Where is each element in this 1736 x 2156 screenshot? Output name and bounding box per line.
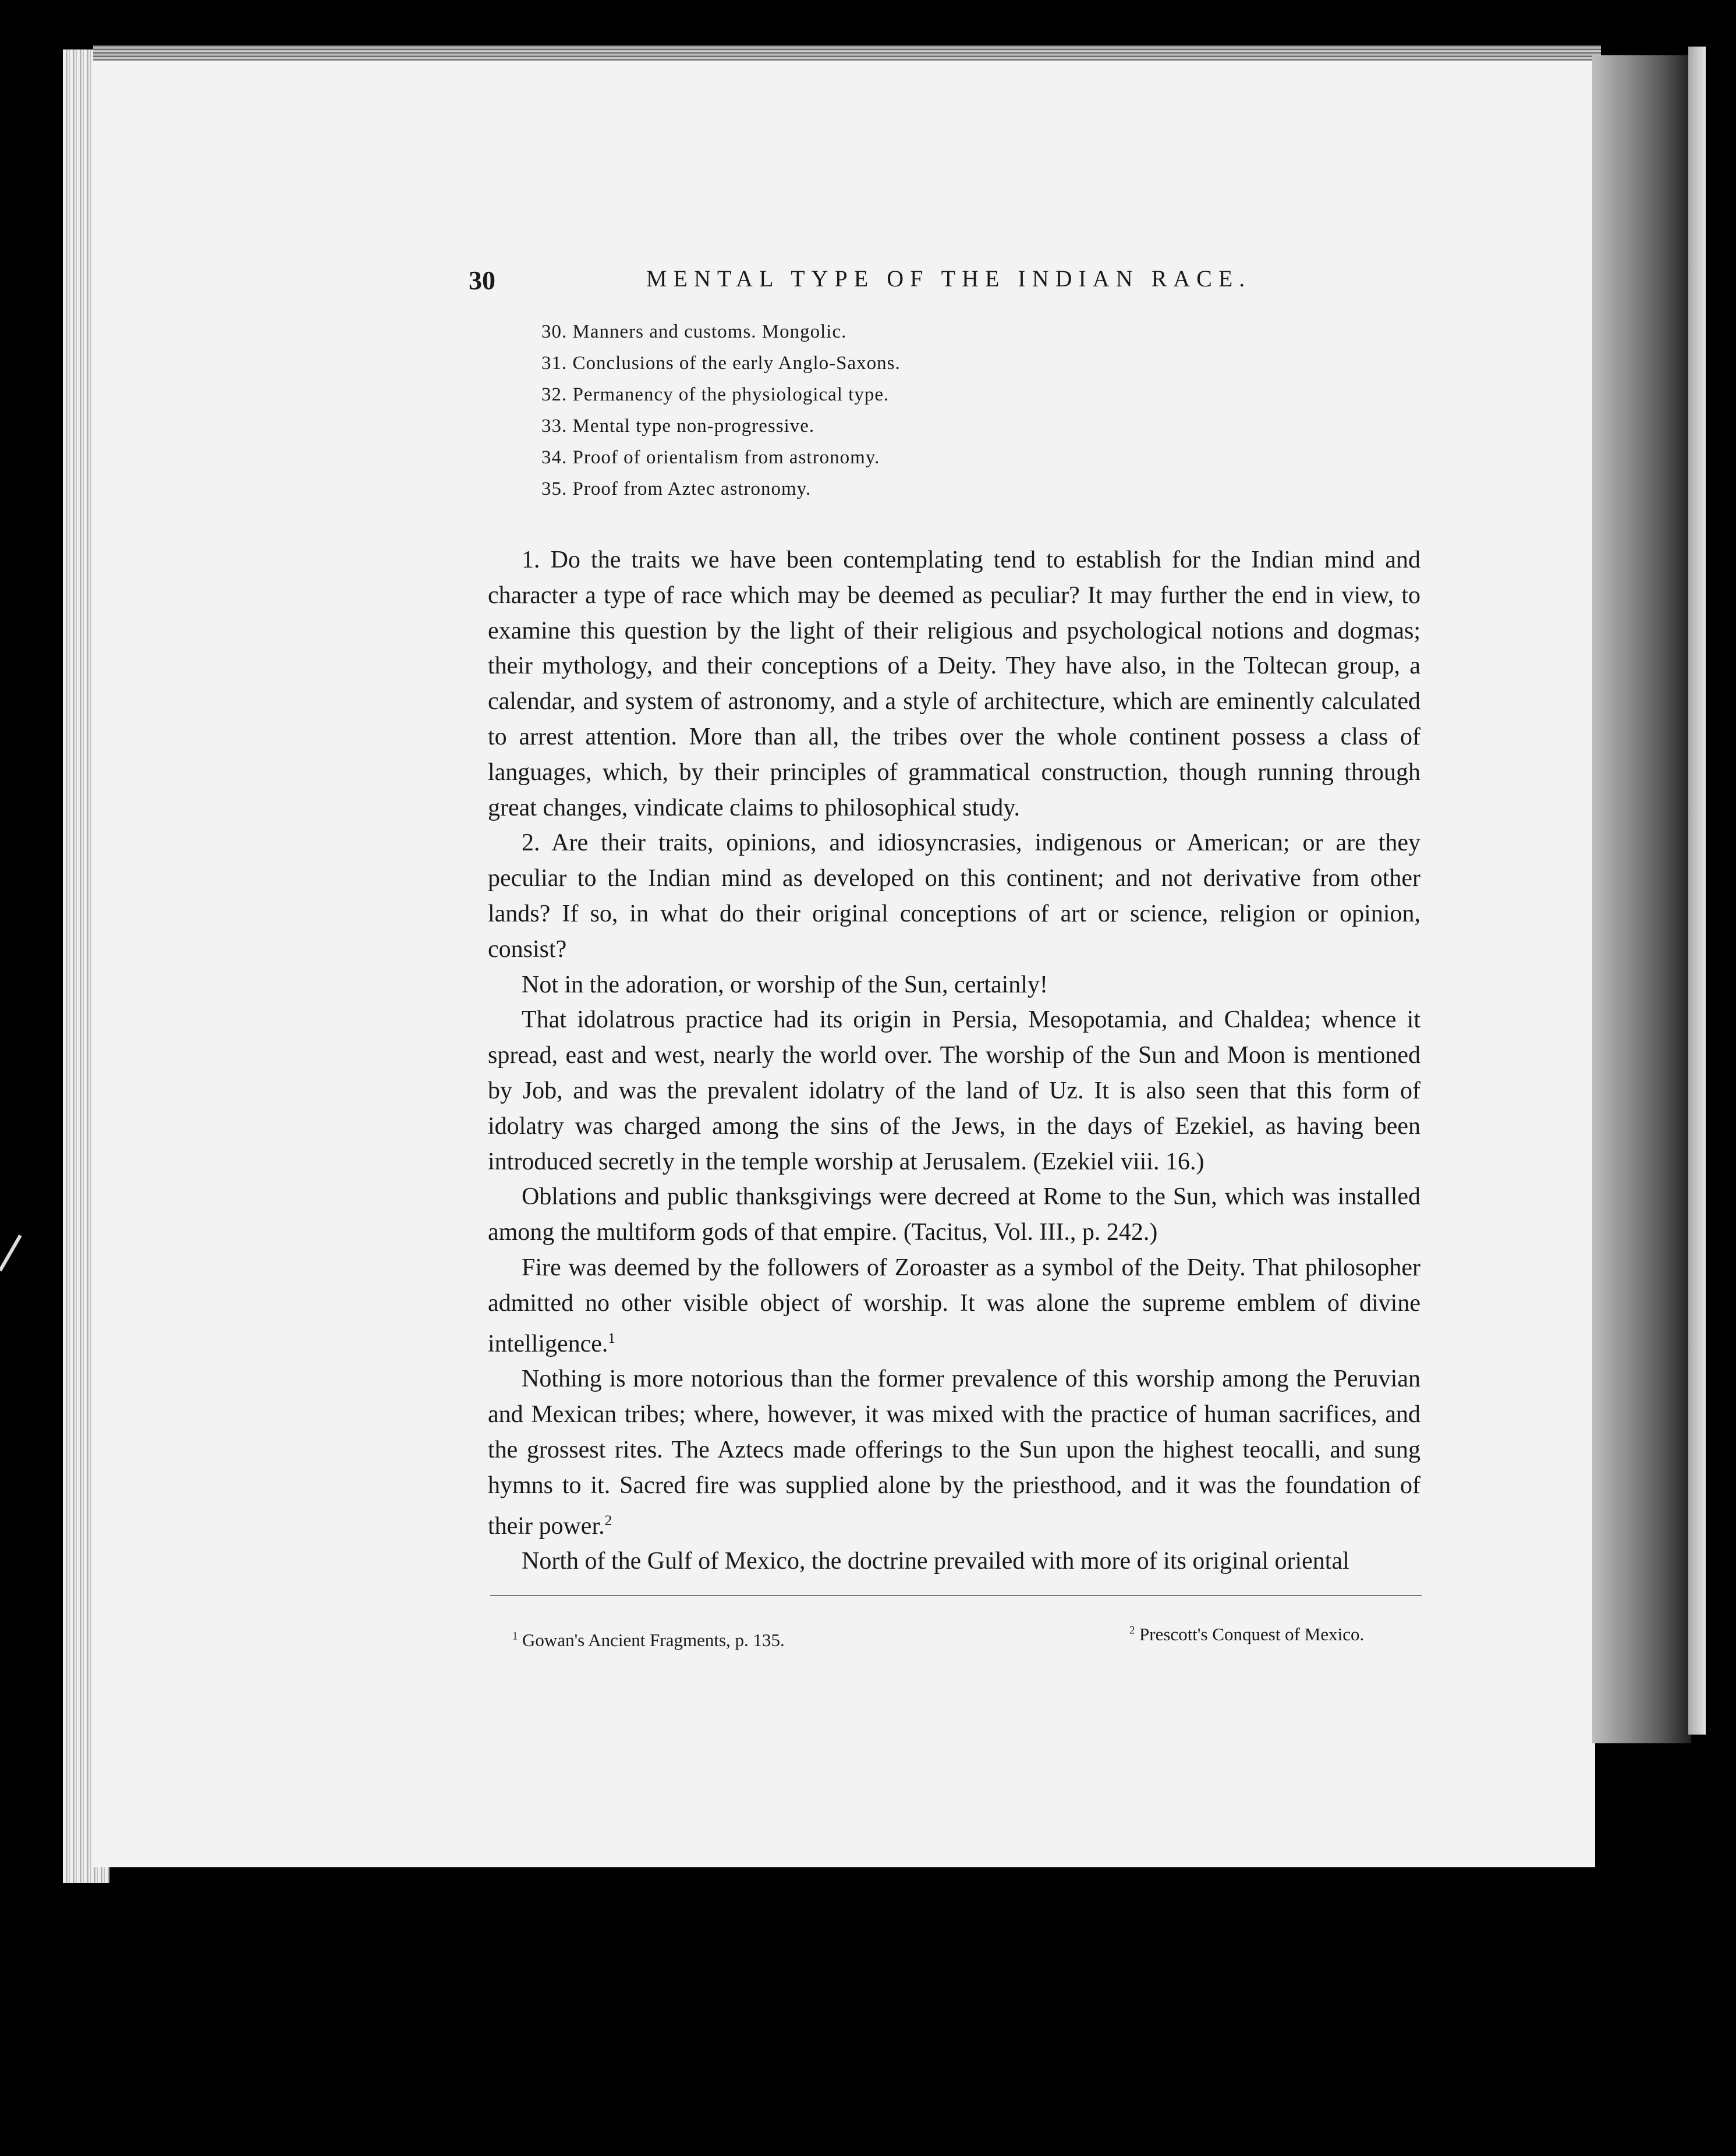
running-title: MENTAL TYPE OF THE INDIAN RACE.	[646, 265, 1252, 292]
paragraph	[488, 1361, 1420, 1544]
paragraph: Not in the adoration, or worship of the Sun, certainly!	[522, 971, 1048, 998]
footnote-text: Gowan's Ancient Fragments, p. 135.	[522, 1630, 785, 1650]
contents-item: 34. Proof of orientalism from astronomy.	[541, 447, 880, 468]
paragraph: 2. Are their traits, opinions, and idiosyncrasies, indigenous or American; or are they peculiar to the Indian mind as developed on this continent; and not derivative from other lands? If so, in what do their original conceptions of art or science, religion or opinion, consist?	[488, 829, 1420, 963]
paragraph-text: Nothing is more notorious than the former prevalence of this worship among the Peruvian and Mexican tribes; where, however, it was mixed with the practice of human sacrifices, and the grossest rites. The Aztecs made offerings to the Sun upon the highest teocalli, and sung hymns to it. Sacred fire was supplied alone by the priesthood, and it was the foundation of their power.	[488, 1366, 1420, 1540]
footnote	[1129, 1624, 1364, 1645]
footnote-text: Prescott's Conquest of Mexico.	[1139, 1624, 1365, 1644]
chapter-contents-list	[541, 316, 1240, 505]
paragraph: Oblations and public thanksgivings were decreed at Rome to the Sun, which was installed among the multiform gods of that empire. (Tacitus, Vol. III., p. 242.)	[488, 1183, 1420, 1246]
scan-artifact	[0, 1235, 22, 1272]
binding-shadow	[1592, 55, 1691, 1743]
contents-item: 31. Conclusions of the early Anglo-Saxons.	[541, 353, 901, 374]
body-text	[488, 542, 1420, 1579]
right-page-edge	[1688, 47, 1706, 1735]
contents-item: 33. Mental type non-progressive.	[541, 416, 815, 437]
paragraph	[488, 1250, 1420, 1361]
page-header	[469, 265, 1252, 300]
contents-item: 32. Permanency of the physiological type.	[541, 384, 890, 405]
footnote	[512, 1630, 785, 1651]
paragraph: North of the Gulf of Mexico, the doctrine prevailed with more of its original oriental	[522, 1548, 1349, 1575]
footnote-ref: 2	[604, 1512, 612, 1529]
footnote-divider	[490, 1595, 1422, 1596]
page-number: 30	[469, 265, 495, 295]
contents-item: 30. Manners and customs. Mongolic.	[541, 321, 847, 342]
contents-item: 35. Proof from Aztec astronomy.	[541, 478, 812, 499]
paragraph: That idolatrous practice had its origin in Persia, Mesopotamia, and Chaldea; whence it spread, east and west, nearly the world over. The worship of the Sun and Moon is mentioned by Job, and was the prevalent idolatry of the land of Uz. It is also seen that this form of idolatry was charged among the sins of the Jews, in the days of Ezekiel, as having been introduced secretly in the temple worship at Jerusalem. (Ezekiel viii. 16.)	[488, 1006, 1420, 1175]
footnote-mark: 1	[512, 1630, 518, 1643]
footnote-mark: 2	[1129, 1624, 1135, 1637]
paragraph: 1. Do the traits we have been contemplating tend to establish for the Indian mind and character a type of race which may be deemed as peculiar? It may further the end in view, to examine this question by the light of their religious and psychological notions and dogmas; their mythology, and their conceptions of a Deity. They have also, in the Toltecan group, a calendar, and system of astronomy, and a style of architecture, which are eminently calculated to arrest attention. More than all, the tribes over the whole continent possess a class of languages, which, by their principles of grammatical construction, though running through great changes, vindicate claims to philosophical study.	[488, 547, 1420, 821]
page-top-edge	[93, 45, 1601, 61]
paragraph-text: Fire was deemed by the followers of Zoroaster as a symbol of the Deity. That philosopher admitted no other visible object of worship. It was alone the supreme emblem of divine intelligence.	[488, 1254, 1420, 1357]
footnote-ref: 1	[608, 1330, 616, 1346]
